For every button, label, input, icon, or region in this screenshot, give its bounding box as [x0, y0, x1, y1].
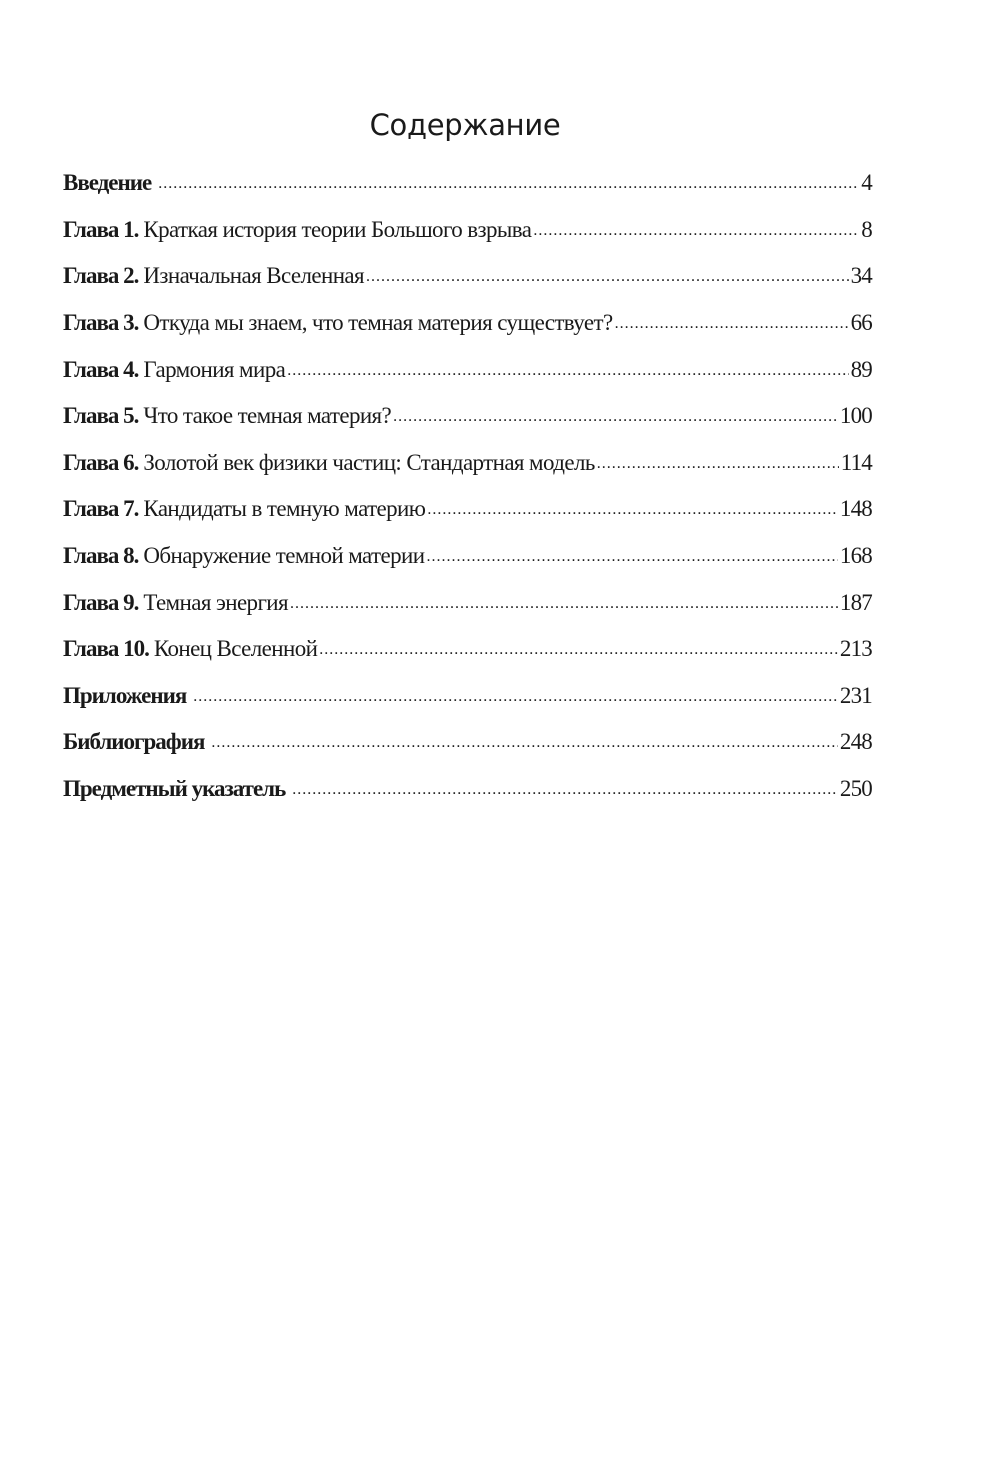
toc-entry-label: Глава 6. [63, 449, 139, 475]
toc-entry[interactable] [63, 626, 872, 673]
toc-entry[interactable] [63, 346, 872, 393]
dot-leader [426, 544, 837, 568]
page-title: Содержание [369, 108, 561, 142]
toc-entry-label: Глава 7. [63, 496, 139, 522]
toc-entry-title: Изначальная Вселенная [143, 263, 364, 289]
toc-entry-label: Глава 4. [63, 356, 139, 382]
toc-entry-label: Предметный указатель [63, 776, 286, 802]
toc-entry-label: Глава 10. [63, 636, 149, 662]
dot-leader [366, 264, 849, 288]
toc-entry-page: 231 [839, 682, 872, 708]
dot-leader [211, 730, 838, 754]
dot-leader [427, 497, 838, 521]
toc-entry-title: Темная энергия [143, 589, 288, 615]
toc-entry[interactable] [63, 207, 872, 254]
toc-entry[interactable] [63, 160, 872, 207]
toc-entry[interactable] [63, 253, 872, 300]
toc-entry-title: Кандидаты в темную материю [143, 496, 426, 522]
toc-entry-label: Библиография [63, 729, 205, 755]
toc-entry-page: 66 [850, 310, 872, 336]
toc-entry-label: Глава 8. [63, 543, 139, 569]
toc-entry[interactable] [63, 673, 872, 720]
toc-entry-label: Приложения [63, 682, 187, 708]
toc-entry-title: Что такое темная материя? [143, 403, 392, 429]
toc-entry-title: Золотой век физики частиц: Стандартная модель [143, 449, 595, 475]
toc-entry-label: Глава 3. [63, 310, 139, 336]
dot-leader [290, 591, 838, 615]
toc-entry-title: Конец Вселенной [153, 636, 318, 662]
toc-entry[interactable] [63, 766, 872, 813]
toc-entry-page: 168 [839, 543, 872, 569]
toc-entry-title: Откуда мы знаем, что темная материя существует? [143, 310, 613, 336]
table-of-contents [63, 160, 872, 812]
toc-entry-page: 213 [839, 636, 872, 662]
dot-leader [292, 777, 838, 801]
toc-entry-title: Обнаружение темной материи [143, 543, 425, 569]
toc-entry-label: Глава 9. [63, 589, 139, 615]
toc-entry-page: 8 [861, 216, 872, 242]
toc-entry-page: 250 [839, 776, 872, 802]
toc-entry[interactable] [63, 533, 872, 580]
toc-entry-page: 248 [839, 729, 872, 755]
toc-entry-page: 89 [850, 356, 872, 382]
toc-entry-title: Краткая история теории Большого взрыва [143, 216, 532, 242]
toc-entry-label: Глава 2. [63, 263, 139, 289]
toc-entry-page: 4 [861, 170, 872, 196]
toc-entry[interactable] [63, 300, 872, 347]
toc-entry-page: 114 [840, 449, 872, 475]
toc-entry[interactable] [63, 719, 872, 766]
toc-entry-label: Глава 5. [63, 403, 139, 429]
dot-leader [158, 171, 859, 195]
toc-entry-page: 100 [839, 403, 872, 429]
toc-entry-page: 148 [839, 496, 872, 522]
dot-leader [393, 404, 838, 428]
dot-leader [533, 218, 859, 242]
toc-entry-page: 187 [839, 589, 872, 615]
dot-leader [287, 358, 848, 382]
dot-leader [597, 451, 839, 475]
toc-entry-label: Введение [63, 170, 152, 196]
dot-leader [319, 637, 838, 661]
toc-entry[interactable] [63, 393, 872, 440]
dot-leader [193, 684, 838, 708]
dot-leader [615, 311, 849, 335]
toc-entry[interactable] [63, 486, 872, 533]
toc-entry-title: Гармония мира [143, 356, 286, 382]
toc-entry[interactable] [63, 579, 872, 626]
toc-entry-label: Глава 1. [63, 216, 139, 242]
toc-entry[interactable] [63, 440, 872, 487]
toc-entry-page: 34 [850, 263, 872, 289]
